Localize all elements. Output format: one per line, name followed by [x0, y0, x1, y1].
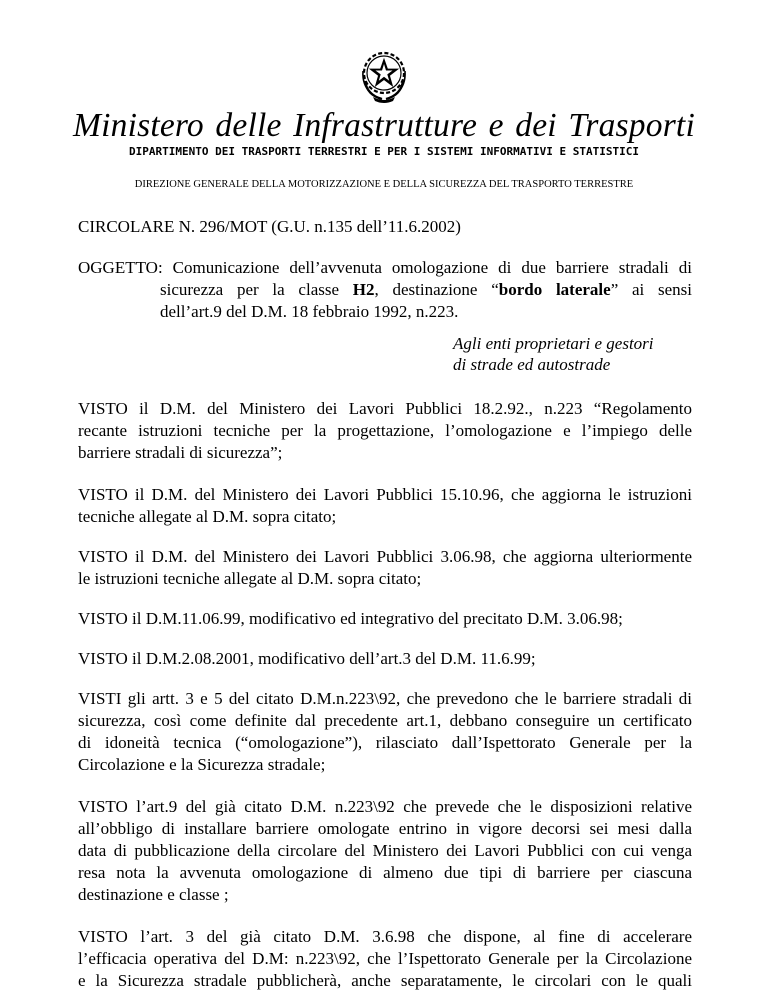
paragraph-line: VISTO l’art.9 del già citato D.M. n.223\92 che prevede che le disposizioni relative	[78, 797, 692, 816]
paragraph-line: tecniche allegate al D.M. sopra citato;	[78, 507, 337, 526]
paragraph-visti-artt	[78, 688, 692, 776]
ministry-title: Ministero delle Infrastrutture e dei Trasporti	[73, 107, 695, 144]
paragraph-line: e la Sicurezza stradale pubblicherà, anche separatamente, le circolari con le quali	[78, 971, 692, 990]
paragraph-line: le istruzioni tecniche allegate al D.M. sopra citato;	[78, 569, 422, 588]
paragraph-line: VISTO l’art. 3 del già citato D.M. 3.6.98 che dispone, al fine di accelerare	[78, 927, 692, 946]
paragraph-visto-2	[78, 484, 692, 528]
addressee-line-2: di strade ed autostrade	[453, 355, 611, 374]
paragraph-line: VISTO il D.M.2.08.2001, modificativo dell’art.3 del D.M. 11.6.99;	[78, 649, 536, 668]
paragraph-line: Circolazione e la Sicurezza stradale;	[78, 755, 326, 774]
paragraph-line: l’efficacia operativa del D.M: n.223\92, che l’Ispettorato Generale per la Circolazione	[78, 949, 692, 968]
paragraph-line: data di pubblicazione della circolare del Ministero dei Lavori Pubblici con cui venga	[78, 841, 692, 860]
oggetto-block	[78, 257, 692, 323]
paragraph-line: VISTI gli artt. 3 e 5 del citato D.M.n.223\92, che prevedono che le barriere stradali di	[78, 689, 692, 708]
paragraph-line: VISTO il D.M.11.06.99, modificativo ed integrativo del precitato D.M. 3.06.98;	[78, 609, 623, 628]
paragraph-line: VISTO il D.M. del Ministero dei Lavori Pubblici 3.06.98, che aggiorna ulteriormente	[78, 547, 692, 566]
oggetto-line-1	[78, 257, 692, 279]
paragraph-line: VISTO il D.M. del Ministero dei Lavori Pubblici 18.2.92., n.223 “Regolamento	[78, 399, 692, 418]
oggetto-text-1: Comunicazione dell’avvenuta omologazione di due barriere stradali di	[162, 258, 692, 277]
paragraph-visto-5	[78, 648, 692, 670]
oggetto-line-3: dell’art.9 del D.M. 18 febbraio 1992, n.223.	[160, 302, 459, 321]
paragraph-visto-3	[78, 546, 692, 590]
circolare-reference: CIRCOLARE N. 296/MOT (G.U. n.135 dell’11.6.2002)	[78, 217, 461, 236]
oggetto-text-2b: , destinazione “	[374, 280, 499, 299]
department-name: DIPARTIMENTO DEI TRASPORTI TERRESTRI E PER I SISTEMI INFORMATIVI E STATISTICI	[129, 145, 639, 158]
paragraph-visto-art9	[78, 796, 692, 906]
paragraph-line: destinazione e classe ;	[78, 885, 229, 904]
oggetto-class-h2: H2	[352, 280, 375, 299]
direzione-generale: DIREZIONE GENERALE DELLA MOTORIZZAZIONE E DELLA SICUREZZA DEL TRASPORTO TERRESTRE	[134, 179, 634, 190]
paragraph-visto-1	[78, 398, 692, 464]
addressee-line-1: Agli enti proprietari e gestori	[453, 334, 654, 353]
italian-republic-emblem-icon	[357, 45, 411, 103]
oggetto-destinazione: bordo laterale	[498, 280, 611, 299]
paragraph-visto-art3	[78, 926, 692, 992]
paragraph-line: VISTO il D.M. del Ministero dei Lavori Pubblici 15.10.96, che aggiorna le istruzioni	[78, 485, 692, 504]
paragraph-visto-4	[78, 608, 692, 630]
addressee-block	[453, 333, 654, 375]
paragraph-line: resa nota la avvenuta omologazione di almeno due tipi di barriere per ciascuna	[78, 863, 692, 882]
paragraph-line: recante istruzioni tecniche per la progettazione, l’omologazione e l’impiego delle	[78, 421, 692, 440]
paragraph-line: sicurezza, così come definite dal precedente art.1, debbano conseguire un certificato	[78, 711, 692, 730]
oggetto-line-2	[78, 279, 692, 301]
oggetto-label: OGGETTO:	[78, 258, 163, 277]
oggetto-text-2a: sicurezza per la classe	[160, 280, 353, 299]
paragraph-line: di idoneità tecnica (“omologazione”), rilasciato dall’Ispettorato Generale per la	[78, 733, 692, 752]
paragraph-line: barriere stradali di sicurezza”;	[78, 443, 283, 462]
paragraph-line: all’obbligo di installare barriere omologate entrino in vigore decorsi sei mesi dalla	[78, 819, 692, 838]
oggetto-text-2c: ” ai sensi	[610, 280, 692, 299]
